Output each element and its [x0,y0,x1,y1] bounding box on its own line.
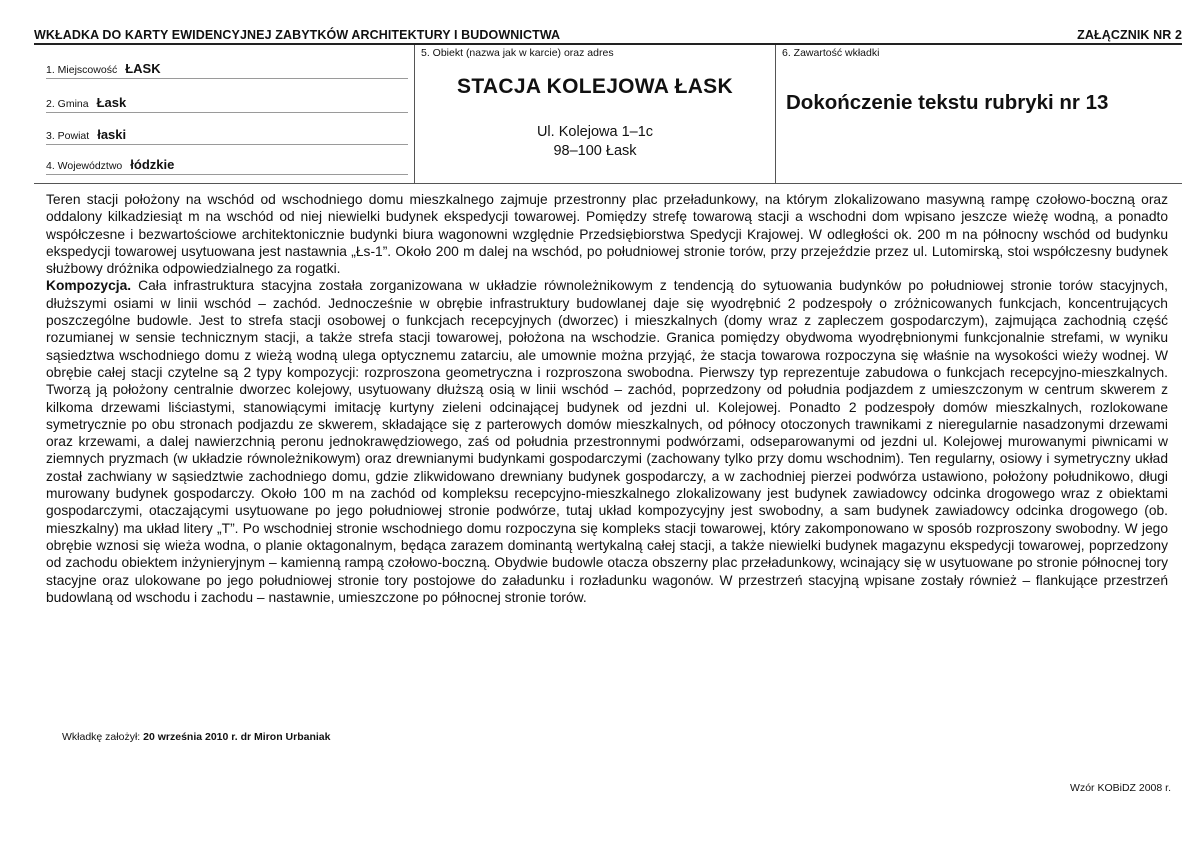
county-value: łaski [97,127,127,142]
attachment-number: ZAŁĄCZNIK NR 2 [1077,28,1182,42]
object-label: 5. Obiekt (nazwa jak w karcie) oraz adres [421,47,614,59]
object-address [415,123,775,161]
county-field [46,121,408,145]
header-grid [34,43,1182,184]
contents-section [776,45,1182,183]
locality-value: ŁASK [125,61,161,76]
voivodeship-field [46,151,408,175]
author-value: 20 września 2010 r. dr Miron Urbaniak [143,731,331,743]
author-label: Wkładkę założył: [62,731,141,743]
voivodeship-label: 4. Województwo [46,160,123,172]
locality-field [46,55,408,79]
author-line [62,731,330,743]
object-postal: 98–100 Łask [553,143,637,159]
contents-title: Dokończenie tekstu rubryki nr 13 [786,91,1109,114]
commune-value: Łask [96,95,127,110]
contents-label: 6. Zawartość wkładki [782,47,880,59]
voivodeship-value: łódzkie [130,157,175,172]
paragraph-2 [46,277,1168,606]
location-fields [34,45,412,183]
form-header [34,28,1182,42]
composition-keyword: Kompozycja. [46,278,132,294]
county-label: 3. Powiat [46,130,90,142]
object-street: Ul. Kolejowa 1–1c [536,124,654,140]
form-title: WKŁADKA DO KARTY EWIDENCYJNEJ ZABYTKÓW ARCHITEKTURY I BUDOWNICTWA [34,28,561,42]
locality-label: 1. Miejscowość [46,64,118,76]
object-name: STACJA KOLEJOWA ŁASK [457,75,733,98]
template-version: Wzór KOBiDZ 2008 r. [1070,782,1171,794]
body-text [46,191,1168,606]
commune-field [46,89,408,113]
commune-label: 2. Gmina [46,98,89,110]
paragraph-1: Teren stacji położony na wschód od wschodniego domu mieszkalnego zajmuje przestronny plac przeładunkowy, na którym zlokalizowano masywną rampę czołowo-boczną oraz oddalony kilkadziesiąt m na wschód od niej niewielki budynek ekspedycji towarowej. Pomiędzy strefę towarową stacji a wschodni dom wpisano jeszcze wieżę wodną, a ponadto współczesne i bezwartościowe architektonicznie budynki biura wagonowni względnie Przedsiębiorstwa Spedycji Krajowej. W odległości ok. 200 m na północny wschód od budynku ekspedycji towarowej usytuowana jest nastawnia „Łs-1”. Około 200 m dalej na wschód, po południowej stronie torów, przy przejeździe przez ul. Lutomirską, stoi współczesny budynek służbowy dróżnika odpowiedzialnego za rogatki. [46,192,1168,277]
object-section [414,45,776,183]
paragraph-2-text: Cała infrastruktura stacyjna została zorganizowana w układzie równoleżnikowym z tendencją do sytuowania budynków po południowej stronie torów stacyjnych, dłuższymi osiami w linii wschód – zachód. Jednocześnie w obrębie infrastruktury budowlanej daje się wyodrębnić 2 podzespoły o zróżnicowanych funkcjach, koncentrujących poszczególne budowle. Jest to strefa stacji osobowej o funkcjach recepcyjnych (dworzec) i mieszkalnych (domy wraz z zapleczem gospodarczym), zajmująca zachodnią część rozumianej w sensie technicznym stacji, a także strefa stacji towarowej, położona na wschodzie. Granica pomiędzy obydwoma wyodrębnionymi funkcjonalnie strefami, w wyniku sąsiedztwa wschodniego domu z wieżą wodną ulega optycznemu zatarciu, ale umownie można przyjąć, że stacja towarowa rozpoczyna się właśnie na wysokości wieży wodnej. W obrębie całej stacji czytelne są 2 typy kompozycji: rozproszona geometryczna i rozproszona swobodna. Pierwszy typ reprezentuje zabudowa o funkcjach recepcyjno-mieszkalnych. Tworzą ją położony centralnie dworzec kolejowy, usytuowany dłuższą osią w linii wschód – zachód, poprzedzony od południa podjazdem z umieszczonym w centrum skwerem z kilkoma drzewami liściastymi, stanowiącymi imitację kurtyny zieleni odcinającej budynek od jezdni ul. Kolejowej. Ponadto 2 podzespoły domów mieszkalnych, rozlokowane symetrycznie po obu stronach podjazdu ze skwerem, składające się z parterowych domów mieszkalnych, od północy otoczonych trawnikami z nieregularnie nasadzonymi drzewami oraz krzewami, a dalej nawierzchnią peronu jednokrawędziowego, zaś od południa przestronnymi podwórzami, odseparowanymi od jezdni ul. Kolejowej murowanymi piwnicami w ziemnych pryzmach (w układzie równoleżnikowym) oraz drewnianymi budynkami gospodarczymi (zachowany tylko przy domu wschodnim). Ten regularny, osiowy i symetryczny układ został zachwiany w sąsiedztwie zachodniego domu, gdzie zlikwidowano drewniany budynek gospodarczy, a w zachodniej pierzei podwórza ustawiono, położony południkowo, długi murowany budynek gospodarczy. Około 100 m na zachód od kompleksu recepcyjno-mieszkalnego zlokalizowany jest budynek zawiadowcy odcinka drogowego wraz z obiektami gospodarczymi, otaczającymi usytuowane po jego południowej stronie podwórze, tutaj układ kompozycyjny jest swobodny, a sam budynek zawiadowcy odcinka drogowego (ob. mieszkalny) ma układ litery „T”. Po wschodniej stronie wschodniego domu rozpoczyna się kompleks stacji towarowej, który zakomponowano w sposób rozproszony swobodny. W jego obrębie wznosi się wieża wodna, o planie oktagonalnym, będąca zarazem dominantą wertykalną całej stacji, a także niewielki budynek magazynu ekspedycji towarowej, poprzedzony od zachodu obiektem inżynieryjnym – kamienną rampą czołowo-boczną. Obydwie budowle otacza obszerny plac przeładunkowy, wcinający się w usytuowane po stronie północnej tory stacyjne oraz ulokowane po jego południowej stronie tory postojowe do załadunku i rozładunku wagonów. W przestrzeń stacyjną wpisane zostały również – flankujące przestrzeń budowlaną od wschodu i zachodu – nastawnie, umieszczone po północnej stronie torów. [46,278,1168,605]
